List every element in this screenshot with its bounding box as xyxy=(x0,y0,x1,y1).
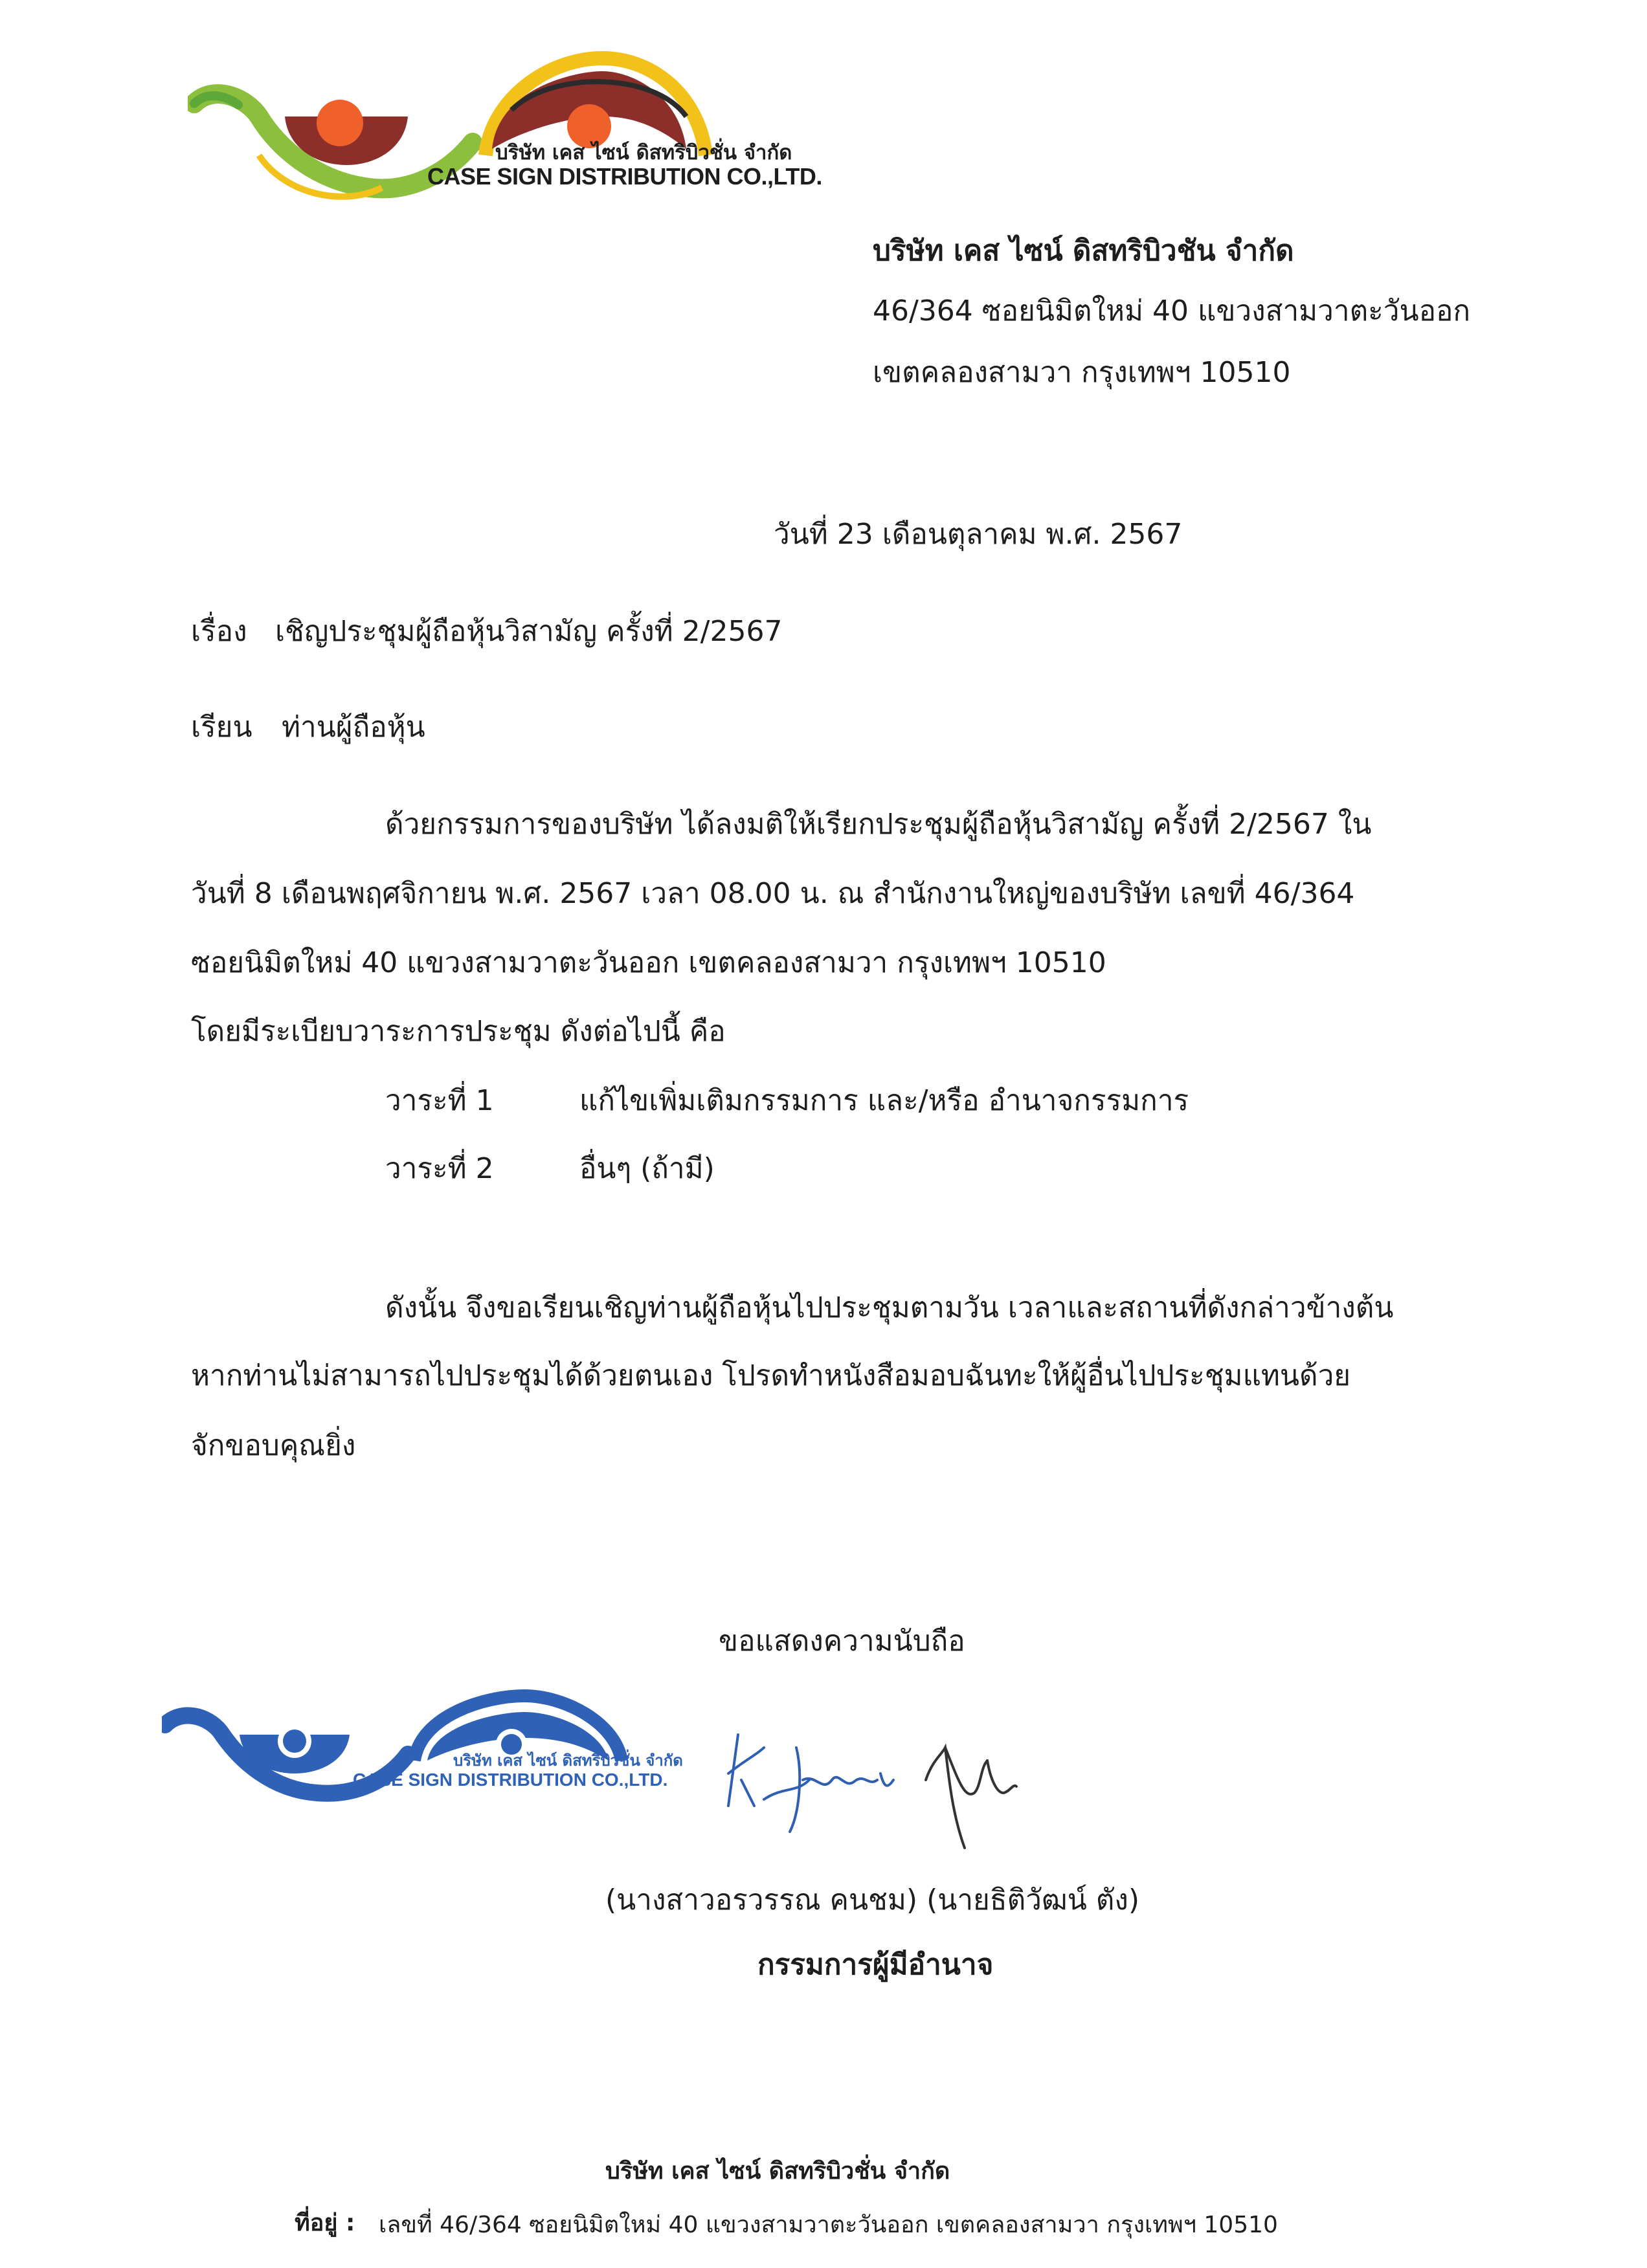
body-line: วันที่ 8 เดือนพฤศจิกายน พ.ศ. 2567 เวลา 08.00 น. ณ สำนักงานใหญ่ของบริษัท เลขที่ 46/364 xyxy=(191,877,1355,910)
company-stamp xyxy=(162,1676,680,1812)
recipient-label: เรียน xyxy=(191,711,252,744)
body-line: ด้วยกรรมการของบริษัท ได้ลงมติให้เรียกประชุมผู้ถือหุ้นวิสามัญ ครั้งที่ 2/2567 ใน xyxy=(385,808,1372,841)
stamp-name-english: CASE SIGN DISTRIBUTION CO.,LTD. xyxy=(353,1770,668,1790)
handwritten-signatures xyxy=(719,1709,1055,1864)
footer-address-label: ที่อยู่ : xyxy=(295,2210,355,2236)
stamp-name-thai: บริษัท เคส ไซน์ ดิสทริบิวชั่น จำกัด xyxy=(453,1751,683,1770)
letter-date: วันที่ 23 เดือนตุลาคม พ.ศ. 2567 xyxy=(774,518,1183,551)
sender-address-line2: เขตคลองสามวา กรุงเทพฯ 10510 xyxy=(873,356,1291,389)
body-line: ซอยนิมิตใหม่ 40 แขวงสามวาตะวันออก เขตคลองสามวา กรุงเทพฯ 10510 xyxy=(191,946,1106,979)
signature-icon xyxy=(719,1709,1055,1864)
body-line: จักขอบคุณยิ่ง xyxy=(191,1429,356,1462)
stamp-logo-icon xyxy=(162,1676,680,1812)
subject-text: เชิญประชุมผู้ถือหุ้นวิสามัญ ครั้งที่ 2/2567 xyxy=(275,615,783,648)
subject-label: เรื่อง xyxy=(191,615,247,648)
recipient-text: ท่านผู้ถือหุ้น xyxy=(282,711,425,744)
body-line: ดังนั้น จึงขอเรียนเชิญท่านผู้ถือหุ้นไปประชุมตามวัน เวลาและสถานที่ดังกล่าวข้างต้น xyxy=(385,1291,1394,1324)
footer-company: บริษัท เคส ไซน์ ดิสทริบิวชั่น จำกัด xyxy=(605,2158,950,2185)
body-line: โดยมีระเบียบวาระการประชุม ดังต่อไปนี้ คือ xyxy=(191,1015,726,1048)
logo-name-thai: บริษัท เคส ไซน์ ดิสทริบิวชั่น จำกัด xyxy=(495,141,792,164)
signatory-names: (นางสาวอรวรรณ คนชม) (นายธิติวัฒน์ ตัง) xyxy=(605,1884,1139,1917)
closing-text: ขอแสดงความนับถือ xyxy=(719,1625,965,1658)
signatory-title: กรรมการผู้มีอำนาจ xyxy=(757,1948,994,1981)
body-line: หากท่านไม่สามารถไปประชุมได้ด้วยตนเอง โปรดทำหนังสือมอบฉันทะให้ผู้อื่นไปประชุมแทนด้วย xyxy=(191,1359,1351,1392)
footer-address: เลขที่ 46/364 ซอยนิมิตใหม่ 40 แขวงสามวาตะวันออก เขตคลองสามวา กรุงเทพฯ 10510 xyxy=(379,2212,1278,2238)
logo-name-english: CASE SIGN DISTRIBUTION CO.,LTD. xyxy=(427,163,822,190)
agenda-label: วาระที่ 1 xyxy=(385,1084,494,1117)
sender-address-line1: 46/364 ซอยนิมิตใหม่ 40 แขวงสามวาตะวันออก xyxy=(873,295,1471,328)
agenda-text: อื่นๆ (ถ้ามี) xyxy=(579,1152,715,1185)
agenda-text: แก้ไขเพิ่มเติมกรรมการ และ/หรือ อำนาจกรรมการ xyxy=(579,1084,1189,1117)
sender-company: บริษัท เคส ไซน์ ดิสทริบิวชัน จำกัด xyxy=(873,234,1294,267)
agenda-label: วาระที่ 2 xyxy=(385,1152,494,1185)
